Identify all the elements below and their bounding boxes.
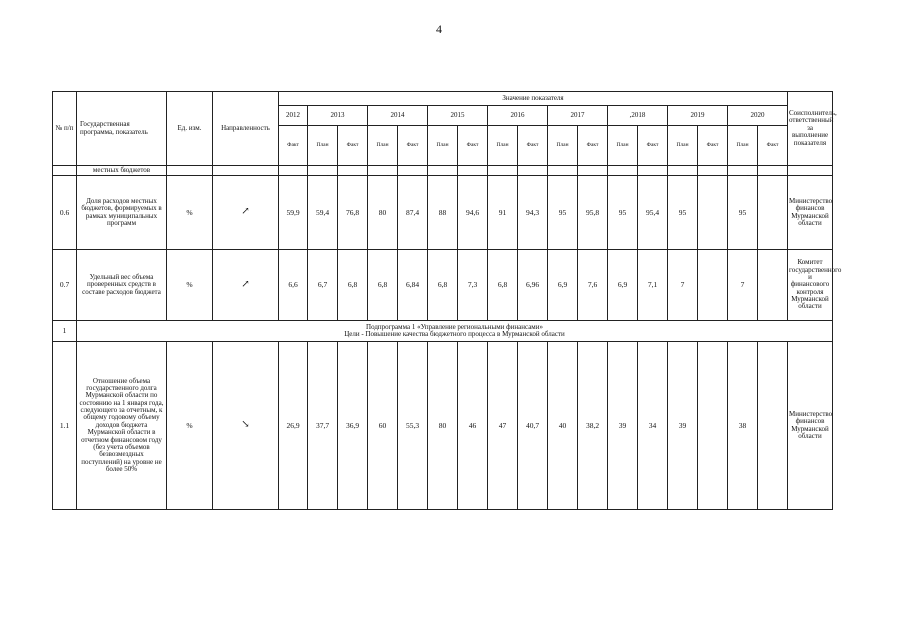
unit-cell: % <box>167 250 213 321</box>
header-program: Государственная программа, показатель <box>77 92 167 166</box>
year-cell: 2016 <box>488 106 548 126</box>
value-cell: 88 <box>428 176 458 250</box>
section-row <box>53 321 833 342</box>
subhead-cell: План <box>488 126 518 166</box>
value-cell: 91 <box>488 176 518 250</box>
empty-cell <box>213 166 279 176</box>
value-cell: 95 <box>728 176 758 250</box>
empty-cell <box>578 166 608 176</box>
indicator-name: Доля расходов местных бюджетов, формируемых в рамках муниципальных программ <box>77 176 167 250</box>
year-cell: 2012 <box>279 106 308 126</box>
value-cell <box>698 250 728 321</box>
page-number: 4 <box>436 22 442 36</box>
coexec-cell: Министерство финансов Мурманской области <box>788 176 833 250</box>
section-line-1: Подпрограмма 1 «Управление региональными финансами» <box>366 322 543 331</box>
value-cell <box>758 250 788 321</box>
value-cell: 80 <box>368 176 398 250</box>
subhead-cell: Факт <box>758 126 788 166</box>
value-cell: 94,3 <box>518 176 548 250</box>
row-num: 1.1 <box>53 342 77 510</box>
subhead-cell: План <box>428 126 458 166</box>
value-cell: 7,1 <box>638 250 668 321</box>
year-cell: 2015 <box>428 106 488 126</box>
value-cell: 6,84 <box>398 250 428 321</box>
empty-cell <box>53 166 77 176</box>
value-cell: 37,7 <box>308 342 338 510</box>
empty-cell <box>398 166 428 176</box>
year-cell: 2020 <box>728 106 788 126</box>
value-cell: 87,4 <box>398 176 428 250</box>
continuation-text: местных бюджетов <box>77 166 167 176</box>
empty-cell <box>167 166 213 176</box>
empty-cell <box>279 166 308 176</box>
subhead-cell: Факт <box>578 126 608 166</box>
empty-cell <box>518 166 548 176</box>
subhead-cell: План <box>728 126 758 166</box>
value-cell: 94,6 <box>458 176 488 250</box>
empty-cell <box>758 166 788 176</box>
value-cell: 6,9 <box>608 250 638 321</box>
empty-cell <box>608 166 638 176</box>
direction-up-icon: ↗ <box>213 176 279 250</box>
value-cell: 7,6 <box>578 250 608 321</box>
value-cell: 7,3 <box>458 250 488 321</box>
empty-cell <box>308 166 338 176</box>
value-cell: 60 <box>368 342 398 510</box>
value-cell: 34 <box>638 342 668 510</box>
value-cell: 40 <box>548 342 578 510</box>
empty-cell <box>698 166 728 176</box>
header-coexec: Соисполнитель, ответственный за выполнение показателя <box>788 92 833 166</box>
value-cell: 6,96 <box>518 250 548 321</box>
section-title <box>77 321 833 342</box>
value-cell: 6,8 <box>338 250 368 321</box>
value-cell: 95 <box>668 176 698 250</box>
value-cell: 26,9 <box>279 342 308 510</box>
value-cell: 46 <box>458 342 488 510</box>
value-cell: 59,4 <box>308 176 338 250</box>
subhead-cell: Факт <box>518 126 548 166</box>
header-unit: Ед. изм. <box>167 92 213 166</box>
value-cell <box>698 342 728 510</box>
header-group: Значение показателя <box>279 92 788 106</box>
subhead-cell: Факт <box>698 126 728 166</box>
value-cell: 80 <box>428 342 458 510</box>
empty-cell <box>338 166 368 176</box>
section-num: 1 <box>53 321 77 342</box>
subhead-cell: Факт <box>279 126 308 166</box>
value-cell: 95,4 <box>638 176 668 250</box>
value-cell <box>758 176 788 250</box>
year-cell: 2017 <box>548 106 608 126</box>
direction-down-icon: ↘ <box>213 342 279 510</box>
value-cell: 6,7 <box>308 250 338 321</box>
value-cell: 38 <box>728 342 758 510</box>
empty-cell <box>788 166 833 176</box>
subhead-cell: План <box>308 126 338 166</box>
value-cell: 95,8 <box>578 176 608 250</box>
value-cell: 95 <box>548 176 578 250</box>
table-row <box>53 342 833 510</box>
value-cell: 7 <box>728 250 758 321</box>
indicator-name: Удельный вес объема проверенных средств в составе расходов бюджета <box>77 250 167 321</box>
subhead-cell: Факт <box>458 126 488 166</box>
value-cell: 6,8 <box>488 250 518 321</box>
value-cell: 59,9 <box>279 176 308 250</box>
empty-cell <box>668 166 698 176</box>
section-line-2: Цели - Повышение качества бюджетного процесса в Мурманской области <box>344 330 565 338</box>
value-cell: 47 <box>488 342 518 510</box>
header-direction: Направленность <box>213 92 279 166</box>
value-cell: 7 <box>668 250 698 321</box>
value-cell: 76,8 <box>338 176 368 250</box>
subhead-cell: Факт <box>398 126 428 166</box>
coexec-cell: Комитет государственного и финансового контроля Мурманской области <box>788 250 833 321</box>
value-cell: 6,8 <box>368 250 398 321</box>
subhead-cell: План <box>608 126 638 166</box>
row-num: 0.6 <box>53 176 77 250</box>
subhead-cell: Факт <box>338 126 368 166</box>
subhead-cell: План <box>548 126 578 166</box>
empty-cell <box>548 166 578 176</box>
value-cell <box>758 342 788 510</box>
subhead-cell: План <box>368 126 398 166</box>
continuation-row <box>53 166 833 176</box>
header-num: № п/п <box>53 92 77 166</box>
indicator-name: Отношение объема государственного долга Мурманской области по состоянию на 1 января года, следующего за отчетным, к общему годовому объему доходов бюджета Мурманской области в отчетном финансовом году (без учета объемов безвозмездных поступлений) на уровне не более 50% <box>77 342 167 510</box>
empty-cell <box>428 166 458 176</box>
year-cell: 2019 <box>668 106 728 126</box>
year-cell: 2014 <box>368 106 428 126</box>
value-cell: 6,9 <box>548 250 578 321</box>
empty-cell <box>368 166 398 176</box>
table-row <box>53 176 833 250</box>
value-cell: 39 <box>668 342 698 510</box>
year-cell: ,2018 <box>608 106 668 126</box>
value-cell: 39 <box>608 342 638 510</box>
value-cell: 6,6 <box>279 250 308 321</box>
direction-up-icon: ↗ <box>213 250 279 321</box>
value-cell <box>698 176 728 250</box>
empty-cell <box>728 166 758 176</box>
row-num: 0.7 <box>53 250 77 321</box>
value-cell: 40,7 <box>518 342 548 510</box>
header-row-1 <box>53 92 833 106</box>
value-cell: 38,2 <box>578 342 608 510</box>
value-cell: 95 <box>608 176 638 250</box>
empty-cell <box>458 166 488 176</box>
unit-cell: % <box>167 176 213 250</box>
value-cell: 36,9 <box>338 342 368 510</box>
value-cell: 55,3 <box>398 342 428 510</box>
subhead-cell: Факт <box>638 126 668 166</box>
value-cell: 6,8 <box>428 250 458 321</box>
empty-cell <box>638 166 668 176</box>
empty-cell <box>488 166 518 176</box>
unit-cell: % <box>167 342 213 510</box>
year-cell: 2013 <box>308 106 368 126</box>
indicator-table <box>52 91 842 510</box>
subhead-cell: План <box>668 126 698 166</box>
coexec-cell: Министерство финансов Мурманской области <box>788 342 833 510</box>
table-row <box>53 250 833 321</box>
